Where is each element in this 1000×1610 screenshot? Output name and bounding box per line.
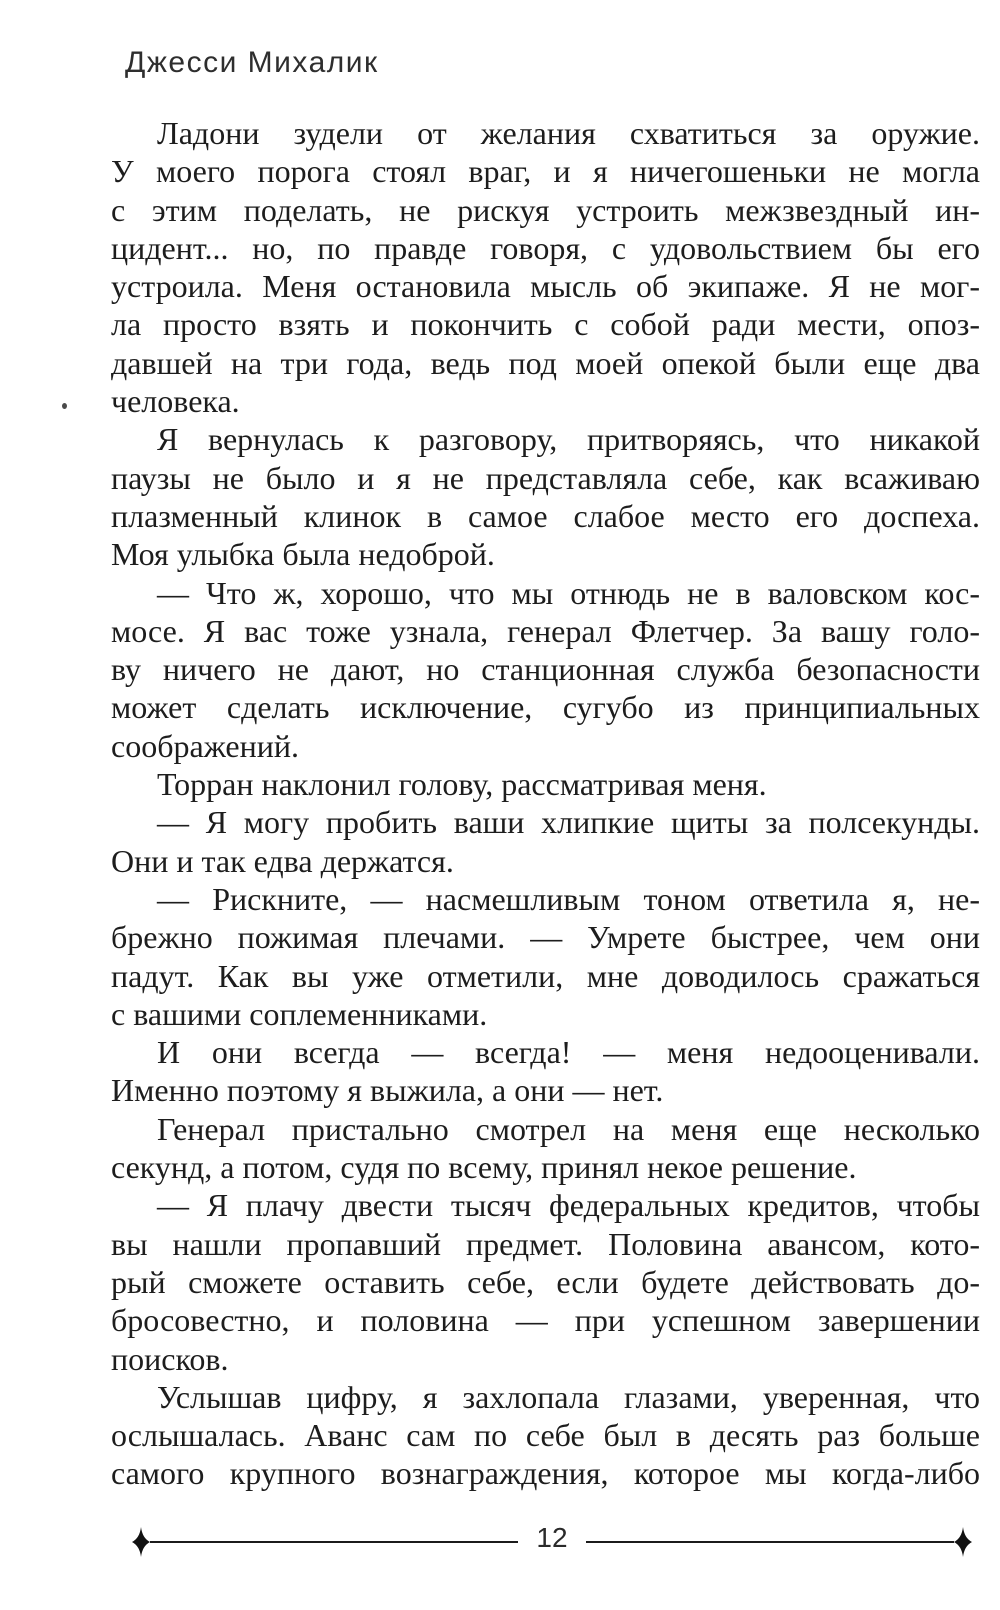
text-line: Ладони зудели от желания схватиться за оружие. [157,115,980,151]
page-footer [132,1522,972,1558]
text-line: самого крупного вознаграждения, которое мы когда-либо [111,1455,980,1492]
text-line: И они всегда — всегда! — меня недооценивали. [157,1034,980,1071]
text-line: устроила. Меня остановила мысль об экипаже. Я не мог- [111,268,980,305]
text-line: Именно поэтому я выжила, а они — нет. [111,1072,664,1109]
page-text-block [111,114,980,1493]
text-line: падут. Как вы уже отметили, мне доводилось сражаться [111,957,980,994]
text-line: может сделать исключение, сугубо из принципиальных [111,689,980,726]
text-line: — Я плачу двести тысяч федеральных кредитов, чтобы [157,1187,980,1224]
text-line: вы нашли пропавший предмет. Половина авансом, кото- [111,1225,980,1262]
running-header-author: Джесси Михалик [125,46,379,79]
text-line: с этим поделать, не рискуя устроить межзвездный ин- [111,191,980,228]
text-line: — Я могу пробить ваши хлипкие щиты за полсекунды. [157,804,980,841]
text-line: — Что ж, хорошо, что мы отнюдь не в валовском кос- [157,574,980,611]
text-line: поисков. [111,1340,229,1377]
text-line: ву ничего не дают, но станционная служба безопасности [111,651,980,688]
sparkle-icon-right [954,1527,972,1557]
text-line: ослышалась. Аванс сам по себе был в десять раз больше [111,1417,980,1454]
text-line: цидент... но, по правде говоря, с удовольствием бы его [111,229,980,266]
text-line: паузы не было и я не представляла себе, как всаживаю [111,459,980,496]
text-line: мосе. Я вас тоже узнала, генерал Флетчер. За вашу голо- [111,612,980,649]
text-line: Они и так едва держатся. [111,842,454,879]
text-line: Я вернулась к разговору, притворяясь, что никакой [157,421,980,458]
scan-speck [62,403,67,409]
text-line: с вашими соплеменниками. [111,995,488,1032]
text-line: Услышав цифру, я захлопала глазами, уверенная, что [157,1378,980,1415]
footer-rule-left [150,1541,518,1543]
page-number: 12 [536,1522,568,1553]
text-line: — Рискните, — насмешливым тоном ответила я, не- [157,880,980,917]
text-line: Моя улыбка была недоброй. [111,536,495,573]
text-line: давшей на три года, ведь под моей опекой были еще два [111,344,980,381]
footer-rule-right [586,1541,954,1543]
text-line: рый сможете оставить себе, если будете действовать до- [111,1263,980,1300]
text-line: соображений. [111,727,299,764]
text-line: У моего порога стоял враг, и я ничегошеньки не могла [111,153,980,190]
sparkle-icon-left [132,1527,150,1557]
text-line: брежно пожимая плечами. — Умрете быстрее, чем они [111,919,980,956]
text-line: ла просто взять и покончить с собой ради мести, опоз- [111,306,980,343]
text-line: бросовестно, и половина — при успешном завершении [111,1302,980,1339]
text-line: секунд, а потом, судя по всему, принял некое решение. [111,1149,857,1186]
text-line: плазменный клинок в самое слабое место его доспеха. [111,497,980,534]
text-line: Торран наклонил голову, рассматривая меня. [157,766,767,803]
text-line: Генерал пристально смотрел на меня еще несколько [157,1110,980,1147]
text-line: человека. [111,383,240,420]
